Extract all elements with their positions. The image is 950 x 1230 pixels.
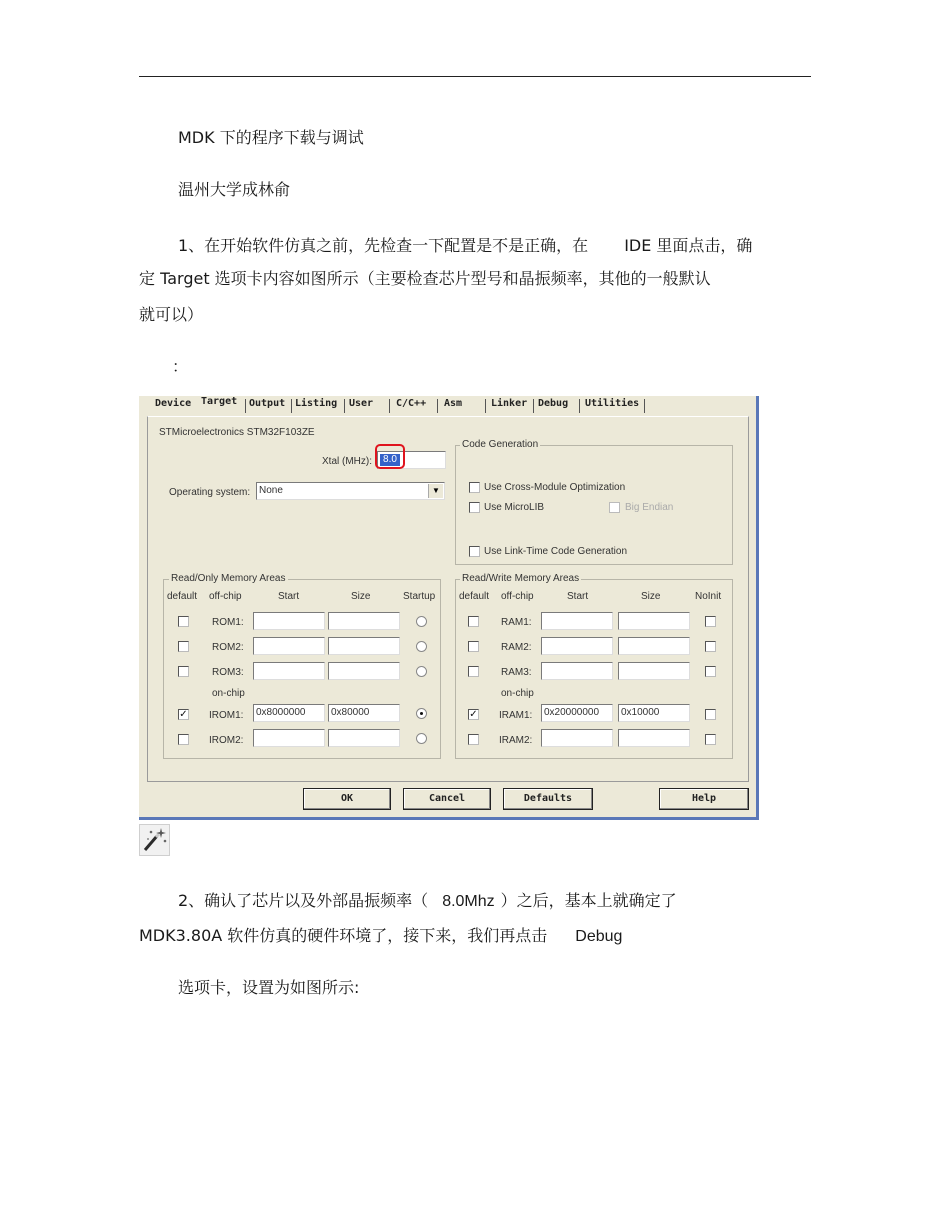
tab-output[interactable]: Output bbox=[249, 398, 286, 409]
tab-debug[interactable]: Debug bbox=[538, 398, 569, 409]
para1-colon: ： bbox=[172, 357, 189, 376]
iram1-default-checkbox[interactable]: ✓ bbox=[469, 709, 478, 720]
ro-header-start: Start bbox=[278, 591, 300, 602]
tab-user[interactable]: User bbox=[349, 398, 374, 409]
device-name: STMicroelectronics STM32F103ZE bbox=[159, 427, 315, 438]
dialog-frame-right bbox=[756, 396, 759, 820]
ram2-noinit-checkbox[interactable] bbox=[705, 641, 716, 652]
ram1-noinit-checkbox[interactable] bbox=[705, 616, 716, 627]
help-button[interactable]: Help bbox=[659, 788, 749, 810]
ro-onchip-label: on-chip bbox=[212, 688, 245, 699]
iram2-start[interactable] bbox=[541, 729, 613, 747]
irom1-start[interactable]: 0x8000000 bbox=[253, 704, 325, 722]
irom2-size[interactable] bbox=[328, 729, 400, 747]
tab-utilities[interactable]: Utilities bbox=[585, 398, 640, 409]
tab-separator bbox=[291, 399, 292, 413]
ro-header-startup: Startup bbox=[403, 591, 436, 602]
rw-header-start: Start bbox=[567, 591, 589, 602]
microlib-label: Use MicroLIB bbox=[484, 502, 545, 513]
tab-listing[interactable]: Listing bbox=[295, 398, 338, 409]
ram2-label: RAM2: bbox=[501, 642, 532, 653]
iram1-size[interactable]: 0x10000 bbox=[618, 704, 690, 722]
iram1-noinit-checkbox[interactable] bbox=[705, 709, 716, 720]
read-only-title: Read/Only Memory Areas bbox=[171, 573, 286, 584]
cancel-button[interactable]: Cancel bbox=[403, 788, 491, 810]
iram2-default-checkbox[interactable] bbox=[468, 734, 479, 745]
ram3-noinit-checkbox[interactable] bbox=[705, 666, 716, 677]
rom1-start[interactable] bbox=[253, 612, 325, 630]
tab-target[interactable]: Target bbox=[201, 396, 238, 407]
tab-separator bbox=[533, 399, 534, 413]
ram3-size[interactable] bbox=[618, 662, 690, 680]
iram1-label: IRAM1: bbox=[499, 710, 533, 721]
para2-line2-b: Debug bbox=[575, 928, 623, 945]
os-value: None bbox=[259, 485, 283, 496]
para2-line1-c: ）之后，基本上就确定了 bbox=[500, 891, 677, 910]
link-time-label: Use Link-Time Code Generation bbox=[484, 546, 628, 557]
rom3-start[interactable] bbox=[253, 662, 325, 680]
cross-module-label: Use Cross-Module Optimization bbox=[484, 482, 626, 493]
para1-line1 bbox=[178, 236, 752, 256]
tab-separator bbox=[644, 399, 645, 413]
os-dropdown[interactable] bbox=[256, 482, 445, 500]
ram1-default-checkbox[interactable] bbox=[468, 616, 479, 627]
ram2-start[interactable] bbox=[541, 637, 613, 655]
para2-line1-a: 2、确认了芯片以及外部晶振频率（ bbox=[178, 891, 429, 910]
irom2-label: IROM2: bbox=[209, 735, 244, 746]
link-time-checkbox[interactable] bbox=[469, 546, 480, 557]
rom1-default-checkbox[interactable] bbox=[178, 616, 189, 627]
tab-separator bbox=[579, 399, 580, 413]
irom2-startup-radio[interactable] bbox=[416, 733, 427, 744]
rw-header-noinit: NoInit bbox=[695, 591, 722, 602]
cross-module-checkbox[interactable] bbox=[469, 482, 480, 493]
para1-line1-a: 1、在开始软件仿真之前，先检查一下配置是不是正确，在 bbox=[178, 236, 589, 255]
defaults-button[interactable]: Defaults bbox=[503, 788, 593, 810]
ro-header-default: default bbox=[167, 591, 198, 602]
rom3-startup-radio[interactable] bbox=[416, 666, 427, 677]
microlib-checkbox[interactable] bbox=[469, 502, 480, 513]
rom2-start[interactable] bbox=[253, 637, 325, 655]
rom1-size[interactable] bbox=[328, 612, 400, 630]
doc-title: MDK 下的程序下载与调试 bbox=[178, 128, 364, 147]
ro-header-offchip: off-chip bbox=[209, 591, 242, 602]
code-generation-title: Code Generation bbox=[462, 439, 539, 450]
rom2-startup-radio[interactable] bbox=[416, 641, 427, 652]
ram1-size[interactable] bbox=[618, 612, 690, 630]
irom1-default-checkbox[interactable]: ✓ bbox=[179, 709, 188, 720]
para2-line1 bbox=[178, 891, 677, 912]
tab-cpp[interactable]: C/C++ bbox=[396, 398, 427, 409]
iram2-size[interactable] bbox=[618, 729, 690, 747]
magic-wand-icon-graphic bbox=[140, 825, 169, 855]
para1-line3: 就可以） bbox=[139, 305, 204, 324]
xtal-value: 8.0 bbox=[380, 454, 400, 466]
rom2-default-checkbox[interactable] bbox=[178, 641, 189, 652]
para1-line2: 定 Target 选项卡内容如图所示（主要检查芯片型号和晶振频率，其他的一般默认 bbox=[139, 269, 711, 288]
iram2-label: IRAM2: bbox=[499, 735, 533, 746]
xtal-label: Xtal (MHz): bbox=[322, 456, 372, 467]
tab-separator bbox=[437, 399, 438, 413]
ram1-start[interactable] bbox=[541, 612, 613, 630]
rom1-label: ROM1: bbox=[212, 617, 244, 628]
read-write-title: Read/Write Memory Areas bbox=[462, 573, 580, 584]
ram3-label: RAM3: bbox=[501, 667, 532, 678]
irom2-start[interactable] bbox=[253, 729, 325, 747]
iram2-noinit-checkbox[interactable] bbox=[705, 734, 716, 745]
rw-header-offchip: off-chip bbox=[501, 591, 534, 602]
target-options-dialog bbox=[139, 396, 759, 820]
para2-line2 bbox=[139, 926, 622, 947]
chevron-down-icon: ▼ bbox=[428, 484, 443, 498]
big-endian-label: Big Endian bbox=[625, 502, 674, 513]
ram2-size[interactable] bbox=[618, 637, 690, 655]
ram3-default-checkbox[interactable] bbox=[468, 666, 479, 677]
ok-button[interactable]: OK bbox=[303, 788, 391, 810]
tab-linker[interactable]: Linker bbox=[491, 398, 528, 409]
rw-onchip-label: on-chip bbox=[501, 688, 534, 699]
ram2-default-checkbox[interactable] bbox=[468, 641, 479, 652]
xtal-highlight bbox=[375, 444, 405, 469]
tab-asm[interactable]: Asm bbox=[444, 398, 463, 409]
iram1-start[interactable]: 0x20000000 bbox=[541, 704, 613, 722]
doc-author: 温州大学成林俞 bbox=[178, 180, 291, 199]
tab-device[interactable]: Device bbox=[155, 398, 192, 409]
rom3-default-checkbox[interactable] bbox=[178, 666, 189, 677]
magic-wand-icon[interactable] bbox=[139, 824, 170, 856]
rom1-startup-radio[interactable] bbox=[416, 616, 427, 627]
rw-header-size: Size bbox=[641, 591, 661, 602]
rom3-label: ROM3: bbox=[212, 667, 244, 678]
para2-line2-a: MDK3.80A 软件仿真的硬件环境了，接下来，我们再点击 bbox=[139, 926, 548, 945]
rom3-size[interactable] bbox=[328, 662, 400, 680]
tab-separator bbox=[344, 399, 345, 413]
para2-line1-b: 8.0Mhz bbox=[442, 893, 495, 910]
irom1-startup-radio[interactable] bbox=[416, 708, 427, 719]
rw-header-default: default bbox=[459, 591, 490, 602]
ro-header-size: Size bbox=[351, 591, 371, 602]
tab-separator bbox=[485, 399, 486, 413]
irom1-label: IROM1: bbox=[209, 710, 244, 721]
rom2-size[interactable] bbox=[328, 637, 400, 655]
irom1-size[interactable]: 0x80000 bbox=[328, 704, 400, 722]
para1-line1-b: IDE 里面点击，确 bbox=[624, 236, 753, 255]
os-label: Operating system: bbox=[169, 487, 251, 498]
irom2-default-checkbox[interactable] bbox=[178, 734, 189, 745]
rom2-label: ROM2: bbox=[212, 642, 244, 653]
ram1-label: RAM1: bbox=[501, 617, 532, 628]
tab-separator bbox=[389, 399, 390, 413]
para3: 选项卡，设置为如图所示: bbox=[178, 978, 360, 997]
big-endian-checkbox[interactable] bbox=[609, 502, 620, 513]
dialog-frame-bottom bbox=[139, 817, 759, 820]
header-rule bbox=[139, 76, 811, 77]
ram3-start[interactable] bbox=[541, 662, 613, 680]
tab-bar bbox=[139, 396, 759, 416]
tab-separator bbox=[245, 399, 246, 413]
